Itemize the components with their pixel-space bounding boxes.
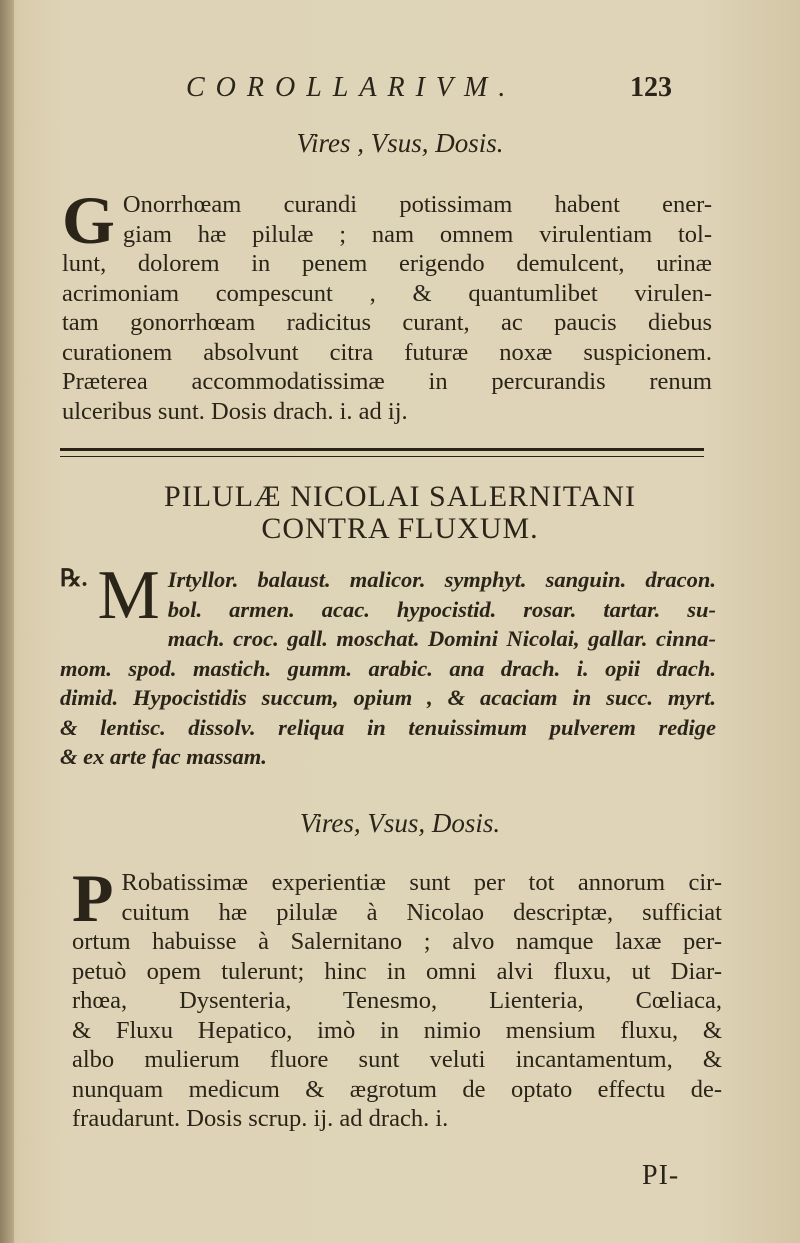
text-line: cuitum hæ pilulæ à Nicolao descriptæ, sufficiat	[121, 898, 722, 926]
text-line: ulceribus sunt. Dosis drach. i. ad ij.	[62, 397, 408, 425]
section1-dropcap: G	[62, 182, 115, 258]
text-line: tam gonorrhœam radicitus curant, ac paucis diebus	[62, 309, 712, 336]
text-line: rhœa, Dysenteria, Tenesmo, Lienteria, Cœliaca,	[72, 987, 722, 1014]
section1-subheading: Vires , Vsus, Dosis.	[296, 128, 504, 158]
text-line: Irtyllor. balaust. malicor. symphyt. sanguin. dracon.	[167, 567, 716, 592]
text-line: Onorrhœam curandi potissimam habent ener-	[122, 191, 712, 218]
text-line: & lentisc. dissolv. reliqua in tenuissimum pulverem redige	[60, 714, 716, 740]
text-line: lunt, dolorem in penem erigendo demulcent, urinæ	[62, 250, 712, 277]
text-line: acrimoniam compescunt , & quantumlibet virulen-	[62, 279, 712, 307]
text-line: petuò opem tulerunt; hinc in omni alvi fluxu, ut Diar-	[72, 957, 722, 985]
running-head	[180, 72, 680, 108]
section2-dropcap: P	[72, 860, 114, 936]
text-line: Præterea accommodatissimæ in percurandis renum	[62, 368, 712, 395]
text-line: ortum habuisse à Salernitano ; alvo namque laxæ per-	[72, 928, 722, 955]
section2-paragraph	[72, 860, 722, 1134]
heading-line-1: PILULÆ NICOLAI SALERNITANI	[164, 480, 636, 513]
text-line: mach. croc. gall. moschat. Domini Nicolai, gallar. cinna-	[167, 626, 716, 651]
recipe-paragraph	[60, 557, 716, 772]
recipe-dropcap: M	[97, 557, 160, 634]
section-divider-rule	[60, 448, 704, 457]
text-line: mom. spod. mastich. gumm. arabic. ana drach. i. opii drach.	[60, 655, 716, 681]
heading-line-2: CONTRA FLUXUM.	[261, 512, 539, 545]
section2-subheading: Vires, Vsus, Dosis.	[299, 808, 501, 838]
text-line: fraudarunt. Dosis scrup. ij. ad drach. i.	[72, 1105, 449, 1132]
text-line: albo mulierum fluore sunt veluti incantamentum, &	[72, 1046, 722, 1073]
text-line: nunquam medicum & ægrotum de optato effectu de-	[72, 1075, 722, 1103]
text-line: giam hæ pilulæ ; nam omnem virulentiam tol-	[122, 220, 712, 248]
text-line: bol. armen. acac. hypocistid. rosar. tartar. su-	[167, 596, 716, 622]
text-line: curationem absolvunt citra futuræ noxæ suspicionem.	[62, 338, 712, 366]
page-number: 123	[630, 72, 672, 103]
text-line: & Fluxu Hepatico, imò in nimio mensium fluxu, &	[72, 1016, 722, 1044]
rx-symbol: ℞.	[60, 566, 88, 592]
text-line: Robatissimæ experientiæ sunt per tot annorum cir-	[121, 869, 722, 896]
running-head-title: COROLLARIVM.	[186, 72, 517, 103]
text-line: & ex arte fac massam.	[60, 744, 267, 769]
section1-paragraph	[62, 182, 712, 426]
page-gutter	[0, 0, 14, 1243]
catchword: PI-	[642, 1160, 680, 1191]
text-line: dimid. Hypocistidis succum, opium , & acaciam in succ. myrt.	[60, 685, 716, 710]
